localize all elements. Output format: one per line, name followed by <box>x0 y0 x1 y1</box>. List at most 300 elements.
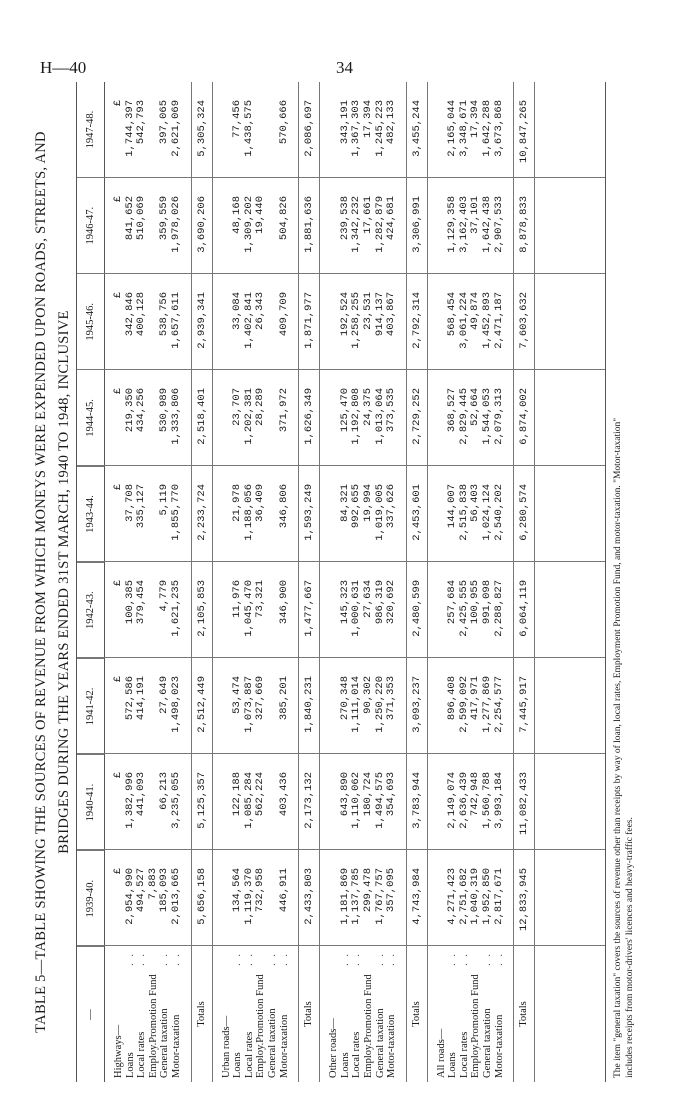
leader-dots: . . <box>159 952 171 966</box>
total-cell: 4,743,984 <box>410 868 423 925</box>
value-cell: 1,382,996 <box>123 772 136 829</box>
section-gap <box>428 82 436 1082</box>
value-cell: 122,188 <box>231 772 244 817</box>
header-label-cell: — <box>77 946 104 1082</box>
section-gap <box>105 82 113 1082</box>
leader-dots: . . <box>232 952 244 966</box>
leader-dots: . . <box>374 952 386 966</box>
section-gap <box>398 82 406 1082</box>
table-row <box>363 82 375 1082</box>
currency-cell <box>328 466 340 562</box>
value-cell: 2,149,074 <box>446 772 459 829</box>
value-cell: 732,958 <box>254 868 267 913</box>
row-label <box>375 946 387 1082</box>
total-cell: 10,847,265 <box>518 100 531 164</box>
value-cell: 125,470 <box>338 388 351 433</box>
revenue-table <box>76 82 606 1082</box>
row-label-text: Employ.Promotion Fund <box>255 974 267 1078</box>
value-cell <box>255 82 267 178</box>
row-label <box>232 946 244 1082</box>
value-cell: 368,527 <box>446 388 459 433</box>
currency-cell: £ <box>113 868 124 875</box>
value-cell: 494,527 <box>135 868 148 913</box>
value-cell: 434,256 <box>135 388 148 433</box>
row-label <box>148 946 160 1082</box>
value-cell: 1,110,062 <box>350 772 363 829</box>
value-cell: 23,531 <box>361 292 374 330</box>
row-label <box>125 946 137 1082</box>
row-label <box>494 946 506 1082</box>
table-title <box>30 82 76 1082</box>
header-year-0: 1939-40. <box>77 850 104 946</box>
section-heading-text: Urban roads— <box>220 1015 232 1078</box>
value-cell: 568,454 <box>446 292 459 337</box>
value-cell: 21,978 <box>231 484 244 522</box>
leader-dots: . . <box>482 952 494 966</box>
value-cell: 192,524 <box>338 292 351 337</box>
value-cell: 841,652 <box>123 196 136 241</box>
value-cell: 19,994 <box>361 484 374 522</box>
leader-dots: . . <box>243 952 255 966</box>
value-cell: 1,258,255 <box>350 292 363 349</box>
leader-dots: . . <box>386 952 398 966</box>
row-label-text: Motor-taxation <box>170 1014 182 1078</box>
currency-cell: £ <box>113 388 124 395</box>
value-cell: 1,309,202 <box>242 196 255 253</box>
total-cell: 1,840,231 <box>303 676 316 733</box>
header-year-6: 1945-46. <box>77 273 104 369</box>
table-body <box>105 82 535 1082</box>
row-label-text: Loans <box>447 1052 459 1078</box>
value-cell: 1,192,808 <box>350 388 363 445</box>
total-cell: 2,105,853 <box>195 580 208 637</box>
value-cell: 409,709 <box>277 292 290 337</box>
section-heading <box>221 946 233 1082</box>
value-cell: 185,093 <box>158 868 171 913</box>
value-cell: 371,353 <box>385 676 398 721</box>
value-cell: 2,829,445 <box>457 388 470 445</box>
value-cell <box>267 274 279 370</box>
header-year-7: 1946-47. <box>77 177 104 273</box>
header-year-2: 1941-42. <box>77 658 104 754</box>
total-cell: 2,233,724 <box>195 484 208 541</box>
value-cell: 2,621,069 <box>169 100 182 157</box>
value-cell: 914,137 <box>373 292 386 337</box>
totals-label-text: Totals <box>518 1001 530 1027</box>
value-cell: 2,079,313 <box>492 388 505 445</box>
currency-cell: £ <box>113 292 124 299</box>
total-cell: 2,518,401 <box>195 388 208 445</box>
value-cell: 1,494,575 <box>373 772 386 829</box>
header-year-4: 1943-44. <box>77 466 104 562</box>
value-cell: 17,661 <box>361 196 374 234</box>
value-cell: 2,013,665 <box>169 868 182 925</box>
value-cell: 37,101 <box>469 196 482 234</box>
value-cell: 49,874 <box>469 292 482 330</box>
value-cell: 3,348,671 <box>457 100 470 157</box>
totals-label-text: Totals <box>410 1001 422 1027</box>
table-row <box>494 82 506 1082</box>
table-row <box>136 82 148 1082</box>
total-cell: 2,792,314 <box>410 292 423 349</box>
total-cell: 6,280,574 <box>518 484 531 541</box>
total-cell: 2,729,252 <box>410 388 423 445</box>
value-cell: 27,649 <box>158 676 171 714</box>
currency-cell: £ <box>113 676 124 683</box>
row-label <box>363 946 375 1082</box>
total-cell: 2,086,697 <box>303 100 316 157</box>
value-cell: 219,350 <box>123 388 136 433</box>
row-label-text: Employ.Promotion Fund <box>147 974 159 1078</box>
section-heading-row <box>328 82 340 1082</box>
value-cell: 342,846 <box>123 292 136 337</box>
value-cell: 538,756 <box>158 292 171 337</box>
page-number: 34 <box>336 58 353 77</box>
table-row <box>482 82 494 1082</box>
currency-cell: £ <box>113 580 124 587</box>
value-cell: 3,235,055 <box>169 772 182 829</box>
value-cell: 3,061,224 <box>457 292 470 349</box>
value-cell: 1,202,381 <box>242 388 255 445</box>
value-cell: 84,321 <box>338 484 351 522</box>
row-label-text: Employ.Promotion Fund <box>470 974 482 1078</box>
value-cell <box>267 82 279 178</box>
value-cell: 100,955 <box>469 580 482 625</box>
value-cell: 270,348 <box>338 676 351 721</box>
table-header-row <box>77 82 105 1082</box>
row-label-text: Motor-taxation <box>493 1014 505 1078</box>
total-cell: 2,939,341 <box>195 292 208 349</box>
table-row <box>267 82 279 1082</box>
value-cell: 424,681 <box>385 196 398 241</box>
value-cell <box>267 754 279 850</box>
footnote-line-1: The item "general taxation" covers the sources of revenue other than receipts by way of loan, local rates, Employment Promotion Fund, and motor-taxation. "Motor-taxation" <box>613 417 623 1078</box>
value-cell: 17,394 <box>361 100 374 138</box>
value-cell: 1,019,005 <box>373 484 386 541</box>
value-cell: 510,069 <box>135 196 148 241</box>
value-cell: 986,319 <box>373 580 386 625</box>
currency-cell <box>328 658 340 754</box>
table-row <box>232 82 244 1082</box>
totals-label-text: Totals <box>303 1001 315 1027</box>
value-cell: 1,978,026 <box>169 196 182 253</box>
currency-cell: £ <box>113 484 124 491</box>
total-cell: 6,064,119 <box>518 580 531 637</box>
leader-dots: . . <box>458 952 470 966</box>
section-heading <box>328 946 340 1082</box>
leader-dots: . . <box>493 952 505 966</box>
leader-dots: . . <box>136 952 148 966</box>
table-row <box>255 82 267 1082</box>
row-label-text: Motor-taxation <box>278 1014 290 1078</box>
total-cell: 3,306,991 <box>410 196 423 253</box>
section-heading-text: All roads— <box>435 1028 447 1078</box>
total-cell: 3,455,244 <box>410 100 423 157</box>
total-cell: 5,656,158 <box>195 868 208 925</box>
row-label <box>351 946 363 1082</box>
total-cell: 1,477,667 <box>303 580 316 637</box>
value-cell: 385,201 <box>277 676 290 721</box>
value-cell: 441,093 <box>135 772 148 817</box>
value-cell: 320,692 <box>385 580 398 625</box>
value-cell: 2,817,671 <box>492 868 505 925</box>
value-cell: 337,626 <box>385 484 398 529</box>
value-cell: 1,013,064 <box>373 388 386 445</box>
section-gap <box>213 82 221 1082</box>
table-section <box>105 82 213 1082</box>
value-cell <box>267 658 279 754</box>
row-label-text: Motor-taxation <box>386 1014 398 1078</box>
value-cell: 1,119,370 <box>242 868 255 925</box>
value-cell: 397,065 <box>158 100 171 145</box>
value-cell: 2,540,202 <box>492 484 505 541</box>
value-cell: 4,779 <box>158 580 171 612</box>
value-cell: 371,972 <box>277 388 290 433</box>
value-cell: 37,708 <box>123 484 136 522</box>
total-cell: 1,871,977 <box>303 292 316 349</box>
row-label <box>267 946 279 1082</box>
row-label-text: Local rates <box>351 1031 363 1078</box>
value-cell: 1,245,223 <box>373 100 386 157</box>
value-cell: 28,289 <box>254 388 267 426</box>
section-gap <box>290 82 298 1082</box>
value-cell: 373,535 <box>385 388 398 433</box>
row-label <box>244 946 256 1082</box>
value-cell: 346,806 <box>277 484 290 529</box>
value-cell: 335,127 <box>135 484 148 529</box>
row-label <box>255 946 267 1082</box>
value-cell: 562,224 <box>254 772 267 817</box>
currency-cell <box>328 82 340 178</box>
value-cell: 53,474 <box>231 676 244 714</box>
total-cell: 2,433,803 <box>303 868 316 925</box>
value-cell: 403,436 <box>277 772 290 817</box>
total-cell: 1,593,249 <box>303 484 316 541</box>
value-cell: 1,855,770 <box>169 484 182 541</box>
value-cell: 23,707 <box>231 388 244 426</box>
value-cell: 3,162,403 <box>457 196 470 253</box>
row-label <box>470 946 482 1082</box>
value-cell: 1,111,014 <box>350 676 363 733</box>
currency-cell: £ <box>113 772 124 779</box>
leader-dots: . . <box>278 952 290 966</box>
value-cell <box>267 850 279 946</box>
value-cell: 180,724 <box>361 772 374 817</box>
value-cell: 19,440 <box>254 196 267 234</box>
value-cell: 90,302 <box>361 676 374 714</box>
value-cell: 542,793 <box>135 100 148 145</box>
value-cell: 572,586 <box>123 676 136 721</box>
total-cell: 3,690,206 <box>195 196 208 253</box>
value-cell: 327,669 <box>254 676 267 721</box>
row-label-text: Local rates <box>458 1031 470 1078</box>
total-cell: 3,093,237 <box>410 676 423 733</box>
row-label <box>459 946 471 1082</box>
totals-label <box>407 946 427 1082</box>
table-title-line-2: BRIDGES DURING THE YEARS ENDED 31ST MARCH, 1940 TO 1948, INCLUSIVE <box>56 310 72 854</box>
value-cell: 357,095 <box>385 868 398 913</box>
value-cell: 742,948 <box>469 772 482 817</box>
value-cell: 2,425,555 <box>457 580 470 637</box>
totals-row <box>406 82 428 1082</box>
value-cell: 896,408 <box>446 676 459 721</box>
row-label <box>171 946 183 1082</box>
value-cell: 1,642,438 <box>481 196 494 253</box>
footnote <box>612 118 636 1082</box>
value-cell: 1,560,788 <box>481 772 494 829</box>
value-cell: 446,911 <box>277 868 290 913</box>
section-gap <box>320 82 328 1082</box>
value-cell: 417,971 <box>469 676 482 721</box>
value-cell: 1,085,284 <box>242 772 255 829</box>
total-cell: 2,453,601 <box>410 484 423 541</box>
row-label <box>340 946 352 1082</box>
value-cell: 257,684 <box>446 580 459 625</box>
value-cell: 530,989 <box>158 388 171 433</box>
value-cell: 239,538 <box>338 196 351 241</box>
leader-dots: . . <box>266 952 278 966</box>
row-label-text: Loans <box>232 1052 244 1078</box>
header-year-8: 1947-48. <box>85 110 96 149</box>
value-cell: 1,621,235 <box>169 580 182 637</box>
value-cell: 1,367,303 <box>350 100 363 157</box>
totals-row <box>191 82 213 1082</box>
value-cell: 100,385 <box>123 580 136 625</box>
value-cell: 1,402,841 <box>242 292 255 349</box>
value-cell: 11,976 <box>231 580 244 618</box>
value-cell: 1,000,631 <box>350 580 363 637</box>
value-cell: 1,952,850 <box>481 868 494 925</box>
total-cell: 11,082,433 <box>518 772 531 836</box>
value-cell: 1,137,785 <box>350 868 363 925</box>
value-cell: 1,188,056 <box>242 484 255 541</box>
value-cell: 2,471,187 <box>492 292 505 349</box>
value-cell: 299,478 <box>361 868 374 913</box>
value-cell: 7,883 <box>146 868 159 900</box>
header-year-3: 1942-43. <box>77 562 104 658</box>
table-row <box>386 82 398 1082</box>
value-cell: 1,024,124 <box>481 484 494 541</box>
section-gap <box>183 82 191 1082</box>
section-heading <box>113 946 125 1082</box>
value-cell: 1,438,575 <box>242 100 255 157</box>
total-cell: 7,445,917 <box>518 676 531 733</box>
value-cell: 1,045,470 <box>242 580 255 637</box>
value-cell: 482,133 <box>385 100 398 145</box>
header-year-1: 1940-41. <box>77 754 104 850</box>
section-heading-text: Other roads— <box>328 1018 340 1078</box>
value-cell: 1,277,869 <box>481 676 494 733</box>
row-label-text: General taxation <box>374 1008 386 1078</box>
value-cell: 2,288,827 <box>492 580 505 637</box>
row-label <box>279 946 291 1082</box>
total-cell: 12,833,945 <box>518 868 531 932</box>
value-cell: 1,767,757 <box>373 868 386 925</box>
currency-cell: £ <box>113 100 124 107</box>
value-cell: 3,993,184 <box>492 772 505 829</box>
leader-dots: . . <box>447 952 459 966</box>
header-year-5: 1944-45. <box>77 369 104 465</box>
value-cell <box>267 562 279 658</box>
value-cell: 5,119 <box>158 484 171 516</box>
value-cell: 24,375 <box>361 388 374 426</box>
total-cell: 2,480,599 <box>410 580 423 637</box>
row-label-text: General taxation <box>266 1008 278 1078</box>
table-row <box>279 82 291 1082</box>
total-cell: 7,603,632 <box>518 292 531 349</box>
value-cell: 73,321 <box>254 580 267 618</box>
value-cell: 2,751,682 <box>457 868 470 925</box>
totals-label <box>192 946 212 1082</box>
value-cell: 1,642,288 <box>481 100 494 157</box>
row-label <box>159 946 171 1082</box>
row-label-text: Employ.Promotion Fund <box>362 974 374 1078</box>
currency-cell <box>328 370 340 466</box>
totals-row <box>513 82 535 1082</box>
value-cell: 1,040,319 <box>469 868 482 925</box>
row-label <box>482 946 494 1082</box>
currency-cell <box>328 274 340 370</box>
currency-cell: £ <box>113 196 124 203</box>
row-label <box>386 946 398 1082</box>
value-cell: 991,098 <box>481 580 494 625</box>
value-cell: 414,191 <box>135 676 148 721</box>
section-heading-text: Highways— <box>113 1024 124 1078</box>
value-cell: 2,165,044 <box>446 100 459 157</box>
value-cell: 1,181,869 <box>338 868 351 925</box>
total-cell: 1,626,349 <box>303 388 316 445</box>
total-cell: 5,305,324 <box>195 100 208 157</box>
value-cell: 1,250,220 <box>373 676 386 733</box>
leader-dots: . . <box>351 952 363 966</box>
value-cell: 3,673,868 <box>492 100 505 157</box>
value-cell: 2,515,838 <box>457 484 470 541</box>
total-cell: 2,173,132 <box>303 772 316 829</box>
table-section <box>320 82 428 1082</box>
row-label-text: General taxation <box>159 1008 171 1078</box>
leader-dots: . . <box>339 952 351 966</box>
value-cell: 77,456 <box>231 100 244 138</box>
value-cell: 1,342,232 <box>350 196 363 253</box>
value-cell: 33,084 <box>231 292 244 330</box>
total-cell: 8,878,833 <box>518 196 531 253</box>
value-cell: 2,254,577 <box>492 676 505 733</box>
table-section <box>428 82 536 1082</box>
currency-cell <box>328 562 340 658</box>
value-cell: 570,666 <box>277 100 290 145</box>
value-cell: 48,168 <box>231 196 244 234</box>
value-cell <box>267 466 279 562</box>
totals-label-text: Totals <box>195 1001 207 1027</box>
total-cell: 6,874,002 <box>518 388 531 445</box>
leader-dots: . . <box>170 952 182 966</box>
value-cell: 1,073,887 <box>242 676 255 733</box>
table-row <box>171 82 183 1082</box>
rotated-table-page <box>30 82 650 1082</box>
total-cell: 5,125,357 <box>195 772 208 829</box>
table-title-line-1: TABLE 5—TABLE SHOWING THE SOURCES OF REVENUE FROM WHICH MONEYS WERE EXPENDED UPON ROADS, STREETS, AND <box>33 131 49 1033</box>
page-identifier: H—40 <box>40 58 87 77</box>
value-cell: 1,282,879 <box>373 196 386 253</box>
value-cell: 1,129,358 <box>446 196 459 253</box>
value-cell: 144,007 <box>446 484 459 529</box>
value-cell: 354,693 <box>385 772 398 817</box>
section-heading-row <box>113 82 125 1082</box>
value-cell: 145,323 <box>338 580 351 625</box>
value-cell: 1,333,806 <box>169 388 182 445</box>
value-cell: 1,498,023 <box>169 676 182 733</box>
value-cell: 66,213 <box>158 772 171 810</box>
